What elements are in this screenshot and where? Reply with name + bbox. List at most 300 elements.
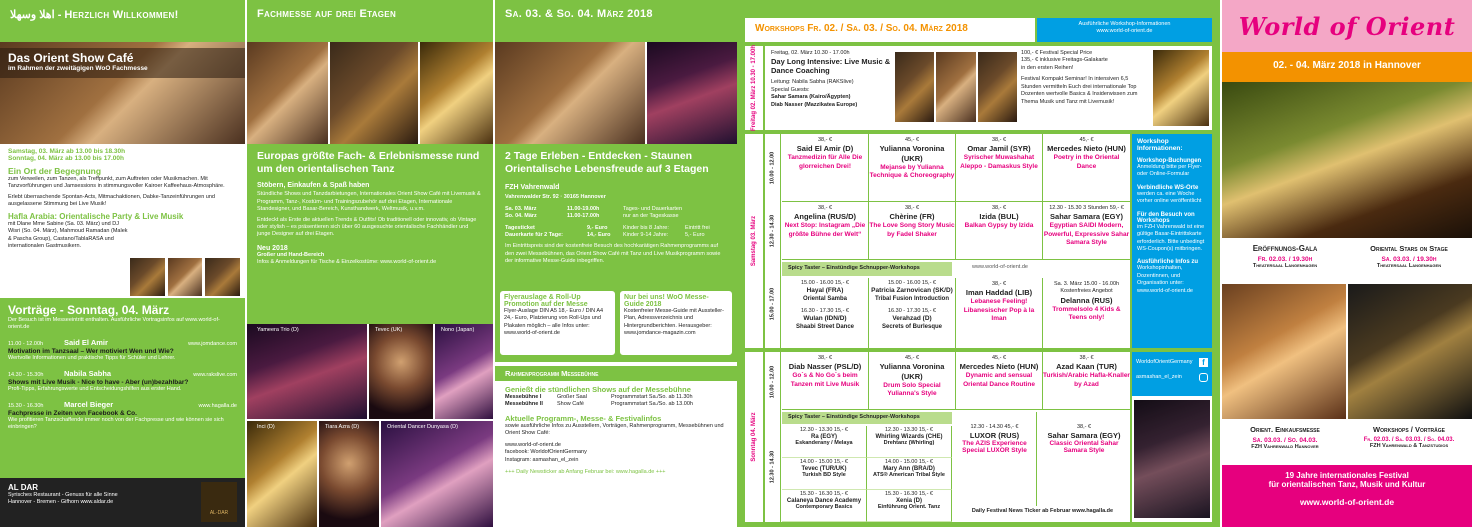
workshop-cell [1043, 202, 1130, 259]
neu-sub: Großer und Hand-Bereich [257, 251, 325, 258]
schedule-note: nur an der Tageskasse [623, 213, 679, 220]
footer-line-2: für orientalischen Tanz, Musik und Kultur [1268, 480, 1426, 489]
musician-photo [205, 258, 240, 296]
workshop-cell [1043, 278, 1130, 348]
workshop-cell [782, 134, 869, 201]
gala-title: Eröffnungs-Gala [1252, 244, 1318, 253]
ws-title: Oriental Samba [802, 295, 847, 302]
rp-venue: Show Café [557, 401, 584, 408]
friday-dance-photo [1153, 50, 1209, 126]
messe-place: FZH Vahrenwald Hannover [1251, 444, 1319, 450]
schedule-note: Tages- und Dauerkarten [623, 205, 683, 212]
ws-name: Calaneya Dance Academy [786, 498, 862, 505]
dancer-photo [247, 421, 317, 527]
ws-title: Secrets of Burlesque [881, 323, 943, 330]
ws-price: 38,- € [991, 205, 1007, 211]
friday-intensive [745, 46, 1212, 130]
ws-price: 16.30 - 17.30 15,- € [800, 307, 849, 314]
fachmesse-p2: Entdeckt als Erste die aktuellen Trends & Outfits! Ob traditionell oder innovativ, ob Vintage oder stylish – es präsentieren sich über 60 ausgesuchte orientalische Fachhändler und junge Designer auf drei Etagen. [257, 216, 477, 238]
link-list [505, 442, 727, 464]
hafla-title: Hafla Arabia: Orientalische Party & Live Musik [8, 211, 184, 221]
dancer-photo [381, 421, 493, 527]
info-title: Workshop Informationen: [1137, 138, 1183, 152]
social-box [1132, 352, 1212, 396]
guide-box [619, 290, 733, 356]
dozent-photo [895, 52, 934, 122]
ort-title: Ein Ort der Begegnung [8, 166, 102, 176]
price-label: Tagesticket [505, 224, 535, 231]
time-slot-1: 10.00 - 12.00 [769, 365, 776, 399]
photo-caption: Yameera Trio (D) [257, 327, 299, 333]
ws-name: Patricia Zarnovican (SK/D) [871, 287, 953, 295]
ws-title: Contemporary Basics [795, 504, 853, 511]
dozent-photo [936, 52, 975, 122]
stars-card [1348, 240, 1470, 282]
ws-price: 14.00 - 15.00 15,- € [884, 459, 933, 465]
saturday-row-3 [782, 278, 1130, 348]
rp-start: Programmstart Sa./So. ab 13.00h [611, 401, 693, 408]
guide-box-title: Nur bei uns! WoO Messe-Guide 2018 [624, 294, 709, 308]
workshop-info-url: www.world-of-orient.de [1096, 28, 1153, 35]
ws-title: Turkish BD Style [802, 472, 846, 479]
ws-title: Classic Oriental Sahar Samara Style [1049, 440, 1119, 455]
merchant-photo [330, 42, 419, 144]
photo-caption: Oriental Dancer Dunyasa (D) [387, 424, 458, 430]
messe-title: Orient. Einkaufsmesse [1250, 425, 1320, 434]
ws-title: Einführung Orient. Tanz [877, 504, 941, 511]
taster-column [869, 278, 956, 348]
time-column [765, 134, 781, 348]
dancer-photo [435, 324, 493, 419]
fachmesse-text [247, 144, 493, 324]
cafe-subtitle: im Rahmen der zweitägigen WoO Fachmesse [8, 65, 148, 72]
erleben-photos [495, 42, 737, 144]
talk-desc: Wertvolle Informationen und praktische Tipps für Schüler und Lehrer. [8, 355, 176, 362]
price-row [505, 225, 727, 232]
column-workshops [737, 0, 1220, 527]
column-world-of-orient [1222, 0, 1472, 527]
schedule-hours: 11.00-17.00h [567, 213, 600, 220]
friday-guest-2: Diab Nasser (Mazzikatea Europe) [771, 101, 858, 108]
flyer-box [499, 290, 616, 356]
guide-box-text: Kostenfreier Messe-Guide mit Aussteller-Plan, Adressverzeichnis und Hintergrundberichten. Herausgeber: www.jomdance-magazin.com [624, 308, 724, 337]
musician-photo [420, 42, 493, 144]
time-column [765, 352, 781, 522]
musician-photo [168, 258, 203, 296]
workshop-info-label: Ausführliche Workshop-Informationen [1078, 21, 1171, 27]
info-heading: Workshop-Buchungen [1137, 158, 1202, 164]
schedule-hours: 11.00-19.00h [567, 205, 600, 212]
ws-name: Omar Jamil (SYR) [967, 144, 1031, 154]
ws-name: Yulianna Voronina (UKR) [879, 144, 945, 164]
ws-name: Delanna (RUS) [1060, 295, 1113, 305]
talk-desc: Profi-Tipps, Erfahrungswerte und Entscheidungshilfen aus erster Hand. [8, 386, 182, 393]
talk-speaker: Nabila Sabha [64, 368, 112, 378]
messe-date: Sa. 03.03. / So. 04.03. [1252, 437, 1318, 444]
info-text: werden ca. eine Woche vorher online veröffentlicht [1137, 190, 1202, 205]
cafe-info [8, 148, 240, 250]
dates-header: Sa. 03. & So. 04. März 2018 [495, 0, 737, 42]
aldar-ad [0, 478, 245, 527]
ws-title: The Love Song Story Music by Fadel Shaker [869, 222, 955, 238]
dancer-photo [369, 324, 433, 419]
workshop-cell [782, 352, 869, 409]
fachmesse-photos [247, 42, 493, 144]
sunday-grid [745, 352, 1130, 522]
talk-speaker: Said El Amir [64, 337, 108, 347]
ws-card-place: FZH Vahrenwald & Tanzstudios [1369, 443, 1449, 449]
musician-photo [130, 258, 165, 296]
ort-text: zum Verweilen, zum Tanzen, als Treffpunkt, zum Auftreten oder Musikmachen. Mit Tanzvorführungen und Jamsessions in stimmungsvoller Kairoer Kaffeehaus-Atmosphäre. [8, 176, 225, 190]
welcome-banner: اهلا وسهلا - Herzlich Willkommen! [0, 0, 245, 42]
news-ticker: Daily Festival News Ticker ab Februar www.hagalla.de [971, 508, 1114, 514]
price-row [505, 232, 727, 239]
ws-price: 38,- € [817, 205, 833, 211]
rp-row [505, 394, 727, 401]
info-text: Anmeldung bitte per Flyer- oder Online-Formular [1137, 164, 1202, 178]
opening-hours [505, 206, 727, 221]
info-link: Instagram: asmashan_el_zein [505, 456, 579, 463]
gala-date: Fr. 02.03. / 19.30h [1257, 256, 1313, 263]
cafe-title: Das Orient Show Café [8, 51, 134, 65]
ws-name: Izida (BUL) [979, 212, 1019, 222]
gala-photo [1222, 82, 1472, 238]
vortraege-title: Vorträge - Sonntag, 04. März [8, 303, 170, 317]
friday-right [1021, 50, 1149, 106]
musician-photos [130, 258, 240, 296]
talk-time: 11.00 - 12.00h [8, 340, 44, 347]
rp-venue: Großer Saal [557, 394, 587, 400]
festival-footer [1222, 465, 1472, 527]
ws-title: Go´s & No Go´s beim Tanzen mit Live Musik [790, 372, 860, 388]
cafe-date-2: Sonntag, 04. März ab 13.00 bis 17.00h [8, 155, 124, 162]
photo-caption: Nono (Japan) [441, 327, 475, 333]
venue-name: FZH Vahrenwald [505, 184, 560, 192]
info-items [1137, 158, 1207, 295]
info-text: Workshopinhalten, Dozentinnen, und Organisation unter: www.world-of-orient.de [1137, 265, 1193, 294]
ort-text-2: Erlebt überraschende Spontan-Acts, Mitmachaktionen, Dabke-Tanzeinführungen und ausgelassene Stimmung bei Live Musik! [8, 193, 215, 208]
brand-logo: World of Orient [1238, 12, 1456, 41]
ws-name: Whirling Wizards (CHE) [875, 434, 943, 441]
social-panel [1132, 352, 1212, 522]
ws-card-title: Workshops / Vorträge [1373, 425, 1445, 434]
ws-price: 38,- € [817, 137, 833, 143]
talk-url: www.rakslive.com [193, 371, 237, 378]
time-slot-2: 12.30 - 14.30 [769, 450, 776, 484]
price-value: 14,- Euro [587, 231, 611, 238]
ws-title: Shaabi Street Dance [795, 323, 855, 330]
ws-title: Balkan Gypsy by Izida [964, 222, 1034, 230]
workshop-teacher-photo [1348, 284, 1472, 419]
workshop-info-header [1037, 18, 1212, 42]
erleben-title: 2 Tage Erleben - Entdecken - Staunen Orientalische Lebensfreude auf 3 Etagen [505, 150, 709, 176]
dancer-photo [247, 324, 367, 419]
info-heading: Verbindliche WS-Orte [1137, 184, 1199, 191]
newsticker-footer: +++ Daily Newsticker ab Anfang Februar bei: www.hagalla.de +++ [505, 468, 666, 475]
aldar-text-2: Hannover - Bremen - Gifhorn www.aldar.de [8, 499, 114, 506]
workshop-info-panel [1132, 134, 1212, 348]
child-label: Kinder 9-14 Jahre: [623, 231, 669, 238]
workshop-cell [869, 134, 956, 201]
messe-card [1224, 421, 1346, 463]
taster-cell [867, 490, 952, 522]
rahmenprogramm [495, 362, 737, 527]
workshop-cell [1043, 352, 1130, 409]
saturday-grid [745, 134, 1130, 348]
workshop-cell [956, 352, 1043, 409]
sunday-luxor [953, 412, 1037, 506]
ws-price: 38,- € [1079, 355, 1094, 361]
saturday-row-2 [782, 202, 1130, 260]
footer-url: www.world-of-orient.de [1299, 497, 1395, 507]
fachmesse-sub: Stöbern, Einkaufen & Spaß haben [257, 182, 370, 190]
ws-title: Drum Solo Special Yulianna's Style [883, 381, 941, 398]
ws-price: 16.30 - 17.30 15,- € [887, 307, 936, 314]
flyer-box-text: Flyer-Auslage DIN A5 18,- Euro / DIN A4 24,- Euro, Platzierung von Roll-Ups und Plakaten möglich – alle Infos unter: www.world-of-orient.de [504, 308, 604, 337]
photo-caption: Inci (D) [257, 424, 275, 430]
friday-guest-1: Sahar Samara (Kairo/Ägypten) [771, 94, 851, 101]
workshop-cell [869, 352, 956, 409]
ws-price: 38,- € [817, 355, 833, 361]
ws-price: 12.30 - 13.30 15,- € [884, 427, 933, 433]
workshop-cell [782, 202, 869, 259]
ws-price: 15.30 - 16.30 15,- € [799, 491, 848, 497]
ak-title: Aktuelle Programm-, Messe- & Festivalinfos [505, 413, 662, 423]
ws-title: Syrischer Muwashahat Aleppo - Damaskus Style [960, 154, 1038, 170]
rp-rows [505, 394, 727, 409]
saturday-row-1 [782, 134, 1130, 202]
ws-name: Tevec (TUR/UK) [801, 466, 847, 473]
stars-title: Oriental Stars on Stage [1370, 244, 1448, 253]
gala-card [1224, 240, 1346, 282]
taster-cell [782, 458, 867, 490]
saturday-taster-url: www.world-of-orient.de [972, 264, 1028, 270]
talk-url: www.hagalla.de [198, 402, 237, 409]
time-slot-2: 12.30 - 14.30 [769, 214, 776, 248]
bazaar-photo [1222, 284, 1346, 419]
friday-price: 100,- € Festival Special Price 135,- € inklusive Freitags-Galakarte in den ersten Reihen! [1021, 50, 1108, 71]
taster-cell [867, 426, 952, 458]
flyer-box-title: Flyerauslage & Roll-Up Promotion auf der Messe [504, 294, 588, 308]
ws-title: ATS® American Tribal Style [873, 472, 945, 479]
neu-title: Neu 2018 [257, 244, 288, 252]
ws-card [1348, 421, 1470, 463]
instagram-handle: asmashan_el_zein [1136, 373, 1182, 380]
ws-price: 38,- € [904, 205, 920, 211]
workshop-cell [869, 202, 956, 259]
ws-name: Azad Kaan (TUR) [1056, 362, 1117, 372]
instagram-icon [1199, 373, 1208, 382]
talk-header [8, 369, 237, 379]
vortraege-section [0, 298, 245, 478]
ws-price: 38,- € [1076, 424, 1092, 430]
saturday-label: Samstag 03. März [751, 215, 757, 267]
gala-place: Theatersaal Langenhagen [1252, 263, 1318, 269]
ws-title: Dynamic and sensual Oriental Dance Routine [963, 372, 1035, 388]
ws-title: Next Stop: Instagram „Die größte Bühne der Welt“ [784, 222, 866, 238]
schedule-day: Sa. 03. März [505, 205, 537, 212]
rp-header: Rahmenprogramm Messebühne [495, 366, 737, 381]
info-link: facebook: WorldofOrientGermany [505, 449, 587, 456]
fachmesse-p1: Stündliche Shows und Tanzdarbietungen, Internationales Orient Show Café mit Livemusik & Programm, Tanz-, Kostüm- und Trainingszubehör auf drei Etagen, Internationale Standesigner, und Basar-Bereich, Kunsthandwerk, Weltmusik, u.v.m. [257, 191, 481, 213]
child-value: Eintritt frei [685, 224, 710, 231]
friday-label: Freitag 02. März 10.30 - 17.00h [751, 44, 757, 132]
ws-price: 14.00 - 15.00 15,- € [799, 459, 848, 465]
ws-name: Said El Amir (D) [796, 144, 854, 154]
ws-price: 38,- € [991, 281, 1007, 287]
ws-name: Ra (EGY) [810, 434, 837, 441]
hafla-text: mit Dlane Mme Sabine (Sa. 03. März) und DJ Wisri (So. 04. März), Mahmoud Ramadan (Malek & Pascha Group), Castano/TablaRASA und internationalen Gastmusikern. [8, 220, 128, 249]
neu-text: Infos & Anmeldungen für Tische & Einzelkostüme: www.world-of-orient.de [257, 259, 437, 266]
friday-title: Day Long Intensive: Live Music & Dance Coaching [771, 57, 891, 76]
cafe-date-1: Samstag, 03. März ab 13.00 bis 18.30h [8, 148, 126, 155]
ws-name: Hayal (FRA) [806, 287, 844, 295]
talk-speaker: Marcel Bieger [64, 399, 114, 409]
fachmesse-title: Europas größte Fach- & Erlebnismesse rund um den orientalischen Tanz [257, 150, 480, 176]
info-link: www.world-of-orient.de [505, 441, 561, 448]
stars-date: Sa. 03.03. / 19.30h [1381, 256, 1437, 263]
ws-title: The AZIS Experience Special LUXOR Style [962, 440, 1027, 455]
dancer-photo [647, 42, 737, 144]
ws-price: 12.30 - 15.30 3 Stunden 59,- € [1049, 205, 1124, 211]
ws-title: Lebanese Feeling! Libanesischer Pop à la Iman [963, 298, 1035, 323]
taster-cell [867, 458, 952, 490]
info-heading: Ausführliche Infos zu [1137, 259, 1199, 266]
sunday-label: Sonntag 04. März [751, 412, 757, 462]
cafe-photo [0, 42, 245, 144]
ws-price: Sa. 3. März 15.00 - 16.00h Kostenfreies Angebot [1053, 281, 1120, 295]
workshops-header: Workshops Fr. 02. / Sa. 03. / So. 04. März 2018 [745, 18, 1035, 42]
price-value: 9,- Euro [587, 224, 608, 231]
logo-band [1222, 0, 1472, 52]
rp-row [505, 401, 727, 408]
stars-place: Theatersaal Langenhagen [1376, 263, 1442, 269]
ws-name: Diab Nasser (PSL/D) [788, 362, 862, 372]
talk-item [8, 338, 237, 363]
ws-name: LUXOR (RUS) [969, 431, 1020, 441]
ws-name: Mary Ann (BRA/D) [883, 466, 935, 473]
footer-line-1: 19 Jahre internationales Festival [1285, 471, 1409, 480]
venue-address: Vahrenwalder Str. 92 · 30165 Hannover [505, 194, 606, 201]
ws-price: 15.00 - 16.00 15,- € [887, 280, 936, 286]
workshop-cell [956, 202, 1043, 259]
workshop-cell [956, 278, 1043, 348]
ws-card-date: Fr. 02.03. / Sa. 03.03. / So. 04.03. [1363, 437, 1455, 443]
ws-name: Verahzad (D) [892, 315, 932, 323]
friday-left [771, 50, 891, 109]
talk-item [8, 369, 237, 394]
ws-price: 15.00 - 16.00 15,- € [800, 280, 849, 286]
talk-desc: Wie profitieren Tanzschaffende immer noch von der Fachpresse und wie können sie sich einbringen? [8, 416, 224, 431]
info-text: im FZH Vahrenwald ist eine gültige Basar-Eintrittskarte erforderlich. Bitte unbedingt WS-Coupon(s) mitbringen. [1137, 223, 1205, 252]
talk-header [8, 400, 237, 410]
price-label: Dauerkarte für 2 Tage: [505, 231, 563, 238]
taster-cell [782, 426, 867, 458]
friday-lead: Leitung: Nabila Sabha (RAKSlive) [771, 79, 854, 86]
friday-time: Freitag, 02. März 10.30 - 17.00h [771, 50, 850, 56]
dancer-gallery [247, 324, 493, 527]
dancer-photo [319, 421, 379, 527]
ticket-prices [505, 225, 727, 240]
rp-stage: Messebühne II [505, 401, 543, 408]
aldar-logo: AL-DAR [201, 482, 237, 522]
camel-photo [495, 42, 645, 144]
sunday-taster-grid [782, 426, 952, 522]
talk-title: Fachpresse in Zeiten von Facebook & Co. [8, 409, 137, 417]
ws-name: Angelina (RUS/D) [793, 212, 857, 222]
aldar-text: Syrisches Restaurant - Genuss für alle Sinne [8, 492, 118, 498]
ws-name: Iman Haddad (LIB) [965, 288, 1033, 298]
time-slot-1: 10.00 - 12.00 [769, 151, 776, 185]
ws-title: Eskanderany / Melaya [795, 440, 853, 447]
talk-time: 14.30 - 15.30h [8, 371, 44, 378]
ws-price: 38,- € [991, 137, 1007, 143]
fachmesse-header: Fachmesse auf drei Etagen [247, 0, 493, 42]
taster-column [782, 278, 869, 348]
ws-price: 45,- € [904, 137, 920, 143]
talk-title: Motivation im Tanzsaal – Wer motiviert Wen und Wie? [8, 348, 174, 356]
rp-stage: Messebühne I [505, 394, 542, 400]
sunday-taster-band: Spicy Taster – Einstündige Schnupper-Workshops [782, 412, 952, 424]
ws-name: Wulan (IDN/D) [803, 315, 847, 323]
ws-title: Trommelsolo 4 Kids & Teens only! [1052, 305, 1121, 322]
saturday-taster-band: Spicy Taster – Einstündige Schnupper-Workshops [782, 262, 952, 276]
talk-time: 15.30 - 16.30h [8, 402, 44, 409]
ws-price: 45,- € [904, 355, 920, 361]
schedule-day: So. 04. März [505, 213, 537, 220]
schedule-row [505, 213, 727, 220]
rp-start: Programmstart Sa./So. ab 11.30h [611, 394, 693, 400]
sunday-row-1 [782, 352, 1130, 410]
facebook-handle: WorldofOrientGermany [1136, 358, 1193, 365]
vortraege-sub: Der Besuch ist im Messeeintritt enthalten. Ausführliche Vortragsinfos auf www.world-of-orient.de [8, 317, 220, 331]
ws-price: 12.30 - 14.30 45,- € [970, 424, 1019, 430]
talk-url: www.jomdance.com [188, 340, 237, 347]
aldar-title: AL DAR [8, 483, 39, 492]
talk-title: Shows mit Live Musik - Nice to have - Aber (un)bezahlbar? [8, 379, 189, 387]
workshop-photo [1134, 400, 1210, 518]
talk-list [8, 338, 237, 432]
ws-price: 15.30 - 16.30 15,- € [884, 491, 933, 497]
ws-price: 12.30 - 13.30 15,- € [799, 427, 848, 433]
ws-name: Mercedes Nieto (HUN) [959, 362, 1039, 372]
ws-title: Mejanse by Yulianna Technique & Choreography [869, 163, 955, 180]
dozent-photo [978, 52, 1017, 122]
photo-caption: Tiara Azra (D) [325, 424, 360, 430]
photo-caption: Tevec (UK) [375, 327, 403, 333]
ws-title: Tanzmedizin für Alle Die glorreichen Drei! [787, 154, 863, 170]
friday-desc: Festival Kompakt Seminar! In intensiven 6,5 Stunden vermitteln Euch drei internationale Top Dozenten wertvolle Basics & Insiderwissen zum Thema Musik und Tanz mit Livemusik! [1021, 76, 1138, 105]
ws-title: Tribal Fusion Introduction [875, 295, 949, 302]
ak-text: sowie ausführliche Infos zu Ausstellern, Vorträgen, Rahmenprogramm, Messebühnen und Orient Show Café: [505, 422, 724, 437]
ws-name: Chèrine (FR) [889, 212, 935, 222]
workshop-cell [956, 134, 1043, 201]
column-erleben [495, 0, 737, 527]
ws-name: Yulianna Voronina (UKR) [879, 362, 945, 382]
ws-price: 45,- € [991, 355, 1007, 361]
market-photo [247, 42, 328, 144]
ws-title: Poetry in the Oriental Dance [1053, 154, 1120, 170]
schedule-row [505, 206, 727, 213]
rp-title: Genießt die stündlichen Shows auf der Messebühne [505, 385, 691, 394]
column-orient-show-cafe [0, 0, 245, 527]
ws-name: Mercedes Nieto (HUN) [1047, 144, 1126, 154]
talk-item [8, 400, 237, 432]
price-note: Im Eintrittspreis sind der kostenfreie Besuch des hochkarätigen Rahmenprogramms auf den zwei Messebühnen, das Orient Show Café mit Tanz und Live Musikprogramm sowie der informative Messe-Guide inbegriffen. [505, 243, 721, 265]
facebook-icon: f [1199, 358, 1208, 367]
ws-name: Sahar Samara (EGY) [1047, 431, 1121, 441]
ws-price: 45,- € [1079, 137, 1094, 143]
